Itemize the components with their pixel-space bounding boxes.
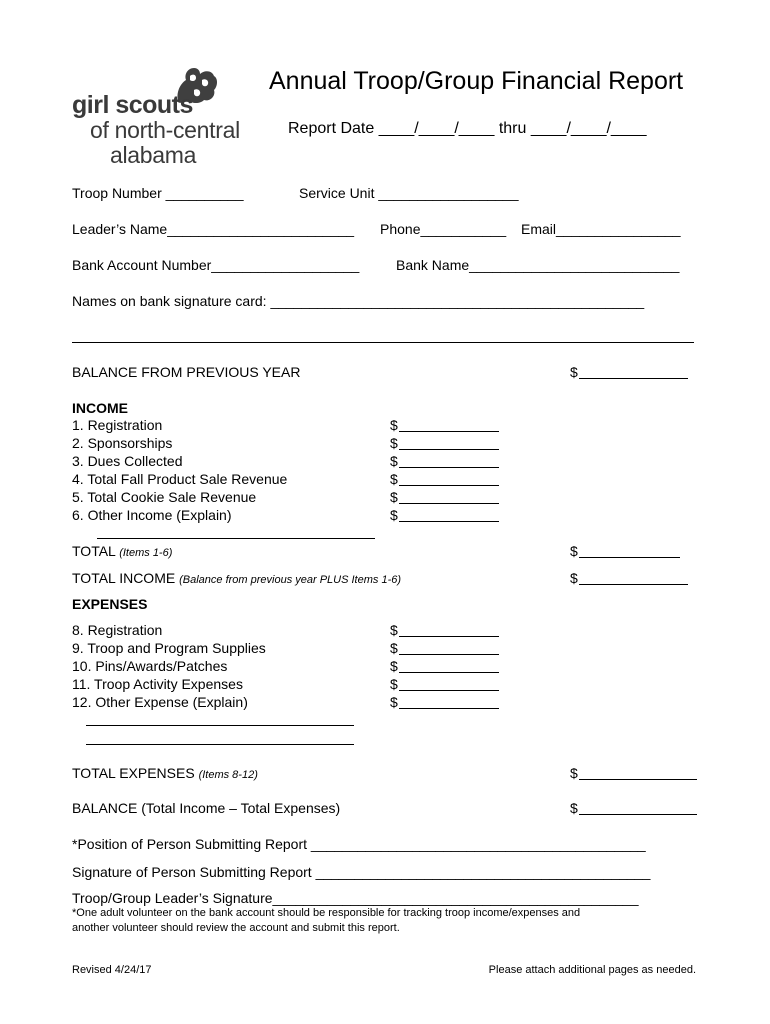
balance-previous-year-input[interactable]	[579, 378, 688, 379]
expense-dollar: $	[390, 694, 398, 710]
footnote-line-2: another volunteer should review the account and submit this report.	[72, 922, 400, 934]
total-income-dollar: $	[570, 570, 578, 586]
income-dollar: $	[390, 435, 398, 451]
report-date-field[interactable]: Report Date ____/____/____ thru ____/____/____	[288, 120, 647, 137]
other-expense-explain-line-1[interactable]	[86, 725, 354, 726]
expense-input-other[interactable]	[399, 708, 499, 709]
leaders-name-field[interactable]: Leader’s Name________________________	[72, 221, 355, 237]
income-item: 2. Sponsorships	[72, 435, 173, 451]
income-item: 1. Registration	[72, 417, 163, 433]
expense-input-supplies[interactable]	[399, 654, 499, 655]
balance-previous-year-dollar: $	[570, 364, 578, 380]
income-dollar: $	[390, 417, 398, 433]
expense-input-registration[interactable]	[399, 636, 499, 637]
email-field[interactable]: Email________________	[521, 221, 681, 237]
logo-line-1: girl scouts	[72, 91, 193, 119]
expense-item: 12. Other Expense (Explain)	[72, 694, 248, 710]
other-income-explain-line[interactable]	[97, 538, 375, 539]
expense-input-activity[interactable]	[399, 690, 499, 691]
expense-item: 10. Pins/Awards/Patches	[72, 658, 228, 674]
income-input-sponsorships[interactable]	[399, 449, 499, 450]
income-item: 6. Other Income (Explain)	[72, 507, 232, 523]
total-expenses-label	[72, 764, 258, 784]
logo-line-3: alabama	[110, 142, 197, 168]
balance-previous-year-label: BALANCE FROM PREVIOUS YEAR	[72, 364, 301, 380]
balance-label: BALANCE (Total Income – Total Expenses)	[72, 800, 341, 816]
total-input[interactable]	[579, 557, 680, 558]
page-title: Annual Troop/Group Financial Report	[269, 67, 684, 95]
total-expenses-note: (Items 8-12)	[198, 769, 258, 781]
expense-dollar: $	[390, 676, 398, 692]
phone-field[interactable]: Phone___________	[380, 221, 507, 237]
income-dollar: $	[390, 471, 398, 487]
income-input-registration[interactable]	[399, 431, 499, 432]
income-item: 3. Dues Collected	[72, 453, 183, 469]
expenses-heading: EXPENSES	[72, 596, 148, 612]
income-dollar: $	[390, 453, 398, 469]
income-item: 5. Total Cookie Sale Revenue	[72, 489, 257, 505]
total-income-note: (Balance from previous year PLUS Items 1-6)	[179, 574, 402, 586]
expense-input-pins[interactable]	[399, 672, 499, 673]
attach-note: Please attach additional pages as needed.	[488, 964, 696, 976]
total-income-label	[72, 569, 401, 589]
income-input-cookie-sale[interactable]	[399, 503, 499, 504]
total-label-text: TOTAL	[72, 543, 116, 559]
balance-dollar: $	[570, 800, 578, 816]
expense-item: 9. Troop and Program Supplies	[72, 640, 266, 656]
expense-dollar: $	[390, 658, 398, 674]
income-input-other[interactable]	[399, 521, 499, 522]
income-dollar: $	[390, 507, 398, 523]
total-income-label-text: TOTAL INCOME	[72, 570, 176, 586]
signature-card-field[interactable]: Names on bank signature card: ________________________________________________	[72, 293, 645, 309]
service-unit-field[interactable]: Service Unit __________________	[299, 185, 519, 201]
signature-field[interactable]: Signature of Person Submitting Report ___________________________________________	[72, 864, 651, 880]
total-expenses-dollar: $	[570, 765, 578, 781]
expense-dollar: $	[390, 622, 398, 638]
revised-date: Revised 4/24/17	[72, 964, 152, 976]
balance-input[interactable]	[579, 814, 697, 815]
leader-signature-field[interactable]: Troop/Group Leader’s Signature_______________________________________________	[72, 890, 639, 906]
income-heading: INCOME	[72, 400, 128, 416]
expense-item: 11. Troop Activity Expenses	[72, 676, 243, 692]
total-note: (Items 1-6)	[119, 547, 173, 559]
signature-card-line-2[interactable]	[72, 342, 694, 343]
total-dollar: $	[570, 543, 578, 559]
expense-dollar: $	[390, 640, 398, 656]
income-input-dues[interactable]	[399, 467, 499, 468]
total-expenses-input[interactable]	[579, 779, 697, 780]
income-input-fall-product[interactable]	[399, 485, 499, 486]
total-label	[72, 542, 172, 562]
income-dollar: $	[390, 489, 398, 505]
total-income-input[interactable]	[579, 584, 688, 585]
bank-name-field[interactable]: Bank Name___________________________	[396, 257, 680, 273]
expense-item: 8. Registration	[72, 622, 163, 638]
logo-line-2: of north-central	[90, 117, 240, 143]
troop-number-field[interactable]: Troop Number __________	[72, 185, 244, 201]
income-item: 4. Total Fall Product Sale Revenue	[72, 471, 288, 487]
position-field[interactable]: *Position of Person Submitting Report ___________________________________________	[72, 836, 646, 852]
other-expense-explain-line-2[interactable]	[86, 744, 354, 745]
bank-account-number-field[interactable]: Bank Account Number___________________	[72, 257, 360, 273]
total-expenses-label-text: TOTAL EXPENSES	[72, 765, 195, 781]
footnote-line-1: *One adult volunteer on the bank account should be responsible for tracking troop income/expenses and	[72, 907, 581, 919]
